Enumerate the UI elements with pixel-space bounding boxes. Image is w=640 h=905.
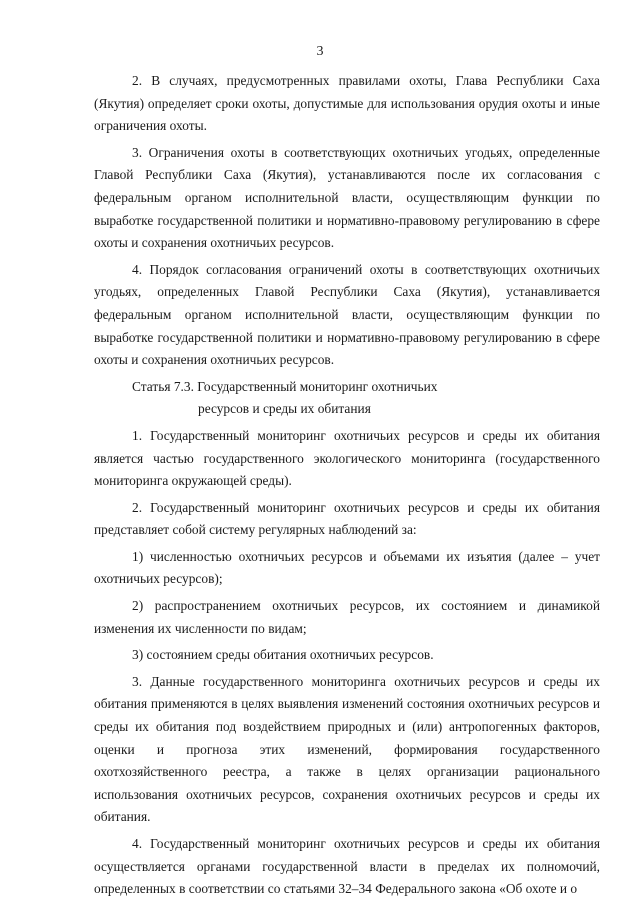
article-title: Статья 7.3. Государственный мониторинг охотничьих — [132, 378, 438, 394]
paragraph: 1. Государственный мониторинг охотничьих ресурсов и среды их обитания является частью государственного экологического мониторинга (государственного мониторинга окружающей среды). — [94, 427, 600, 489]
paragraph: 4. Порядок согласования ограничений охоты в соответствующих охотничьих угодьях, определенных Главой Республики Саха (Якутия), устанавливается федеральным органом исполнительной власти, осуществляющим функции по выработке государственной политики и нормативно-правовому регулированию в сфере охоты и сохранения охотничьих ресурсов. — [94, 261, 600, 368]
paragraph: 4. Государственный мониторинг охотничьих ресурсов и среды их обитания осуществляется органами государственной власти в пределах их полномочий, определенных в соответствии со статьями 32–34 Федерального закона «Об охоте и о — [94, 836, 600, 897]
list-item: 1) численностью охотничьих ресурсов и объемами их изъятия (далее – учет охотничьих ресурсов); — [94, 548, 600, 587]
page-number: 3 — [316, 44, 324, 59]
paragraph: 2. Государственный мониторинг охотничьих ресурсов и среды их обитания представляет собой систему регулярных наблюдений за: — [94, 499, 600, 538]
document-body — [94, 70, 600, 905]
paragraph: 3. Ограничения охоты в соответствующих охотничьих угодьях, определенные Главой Республики Саха (Якутия), устанавливаются после их согласования с федеральным органом исполнительной власти, осуществляющим функции по выработке государственной политики и нормативно-правовому регулированию в сфере охоты и сохранения охотничьих ресурсов. — [94, 144, 600, 251]
article-title-continuation: ресурсов и среды их обитания — [198, 401, 371, 417]
list-item: 2) распространением охотничьих ресурсов, их состоянием и динамикой изменения их численности по видам; — [94, 598, 600, 636]
paragraph: 3. Данные государственного мониторинга охотничьих ресурсов и среды их обитания применяются в целях выявления изменений состояния охотничьих ресурсов и среды их обитания под воздействием природных и (или) антропогенных факторов, оценки и прогноза этих изменений, формирования государственного охотхозяйственного реестра, а также в целях организации рационального использования охотничьих ресурсов, сохранения охотничьих ресурсов и среды их обитания. — [94, 673, 600, 825]
paragraph: 2. В случаях, предусмотренных правилами охоты, Глава Республики Саха (Якутия) определяет сроки охоты, допустимые для использования орудия охоты и иные ограничения охоты. — [94, 73, 600, 134]
list-item: 3) состоянием среды обитания охотничьих ресурсов. — [132, 647, 434, 663]
